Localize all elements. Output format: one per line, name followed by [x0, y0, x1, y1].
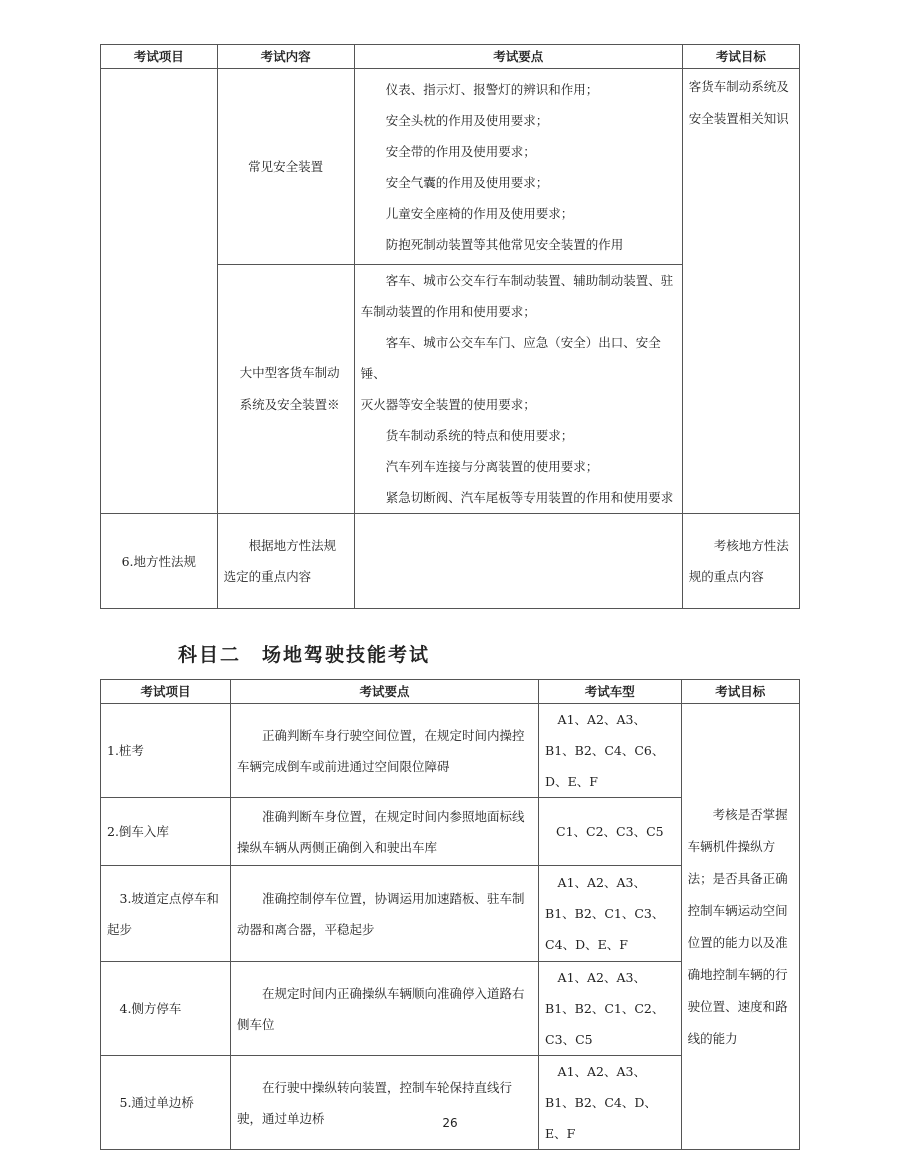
exam-goal-cell: 考核地方性法规的重点内容 [682, 514, 799, 609]
point-line: 货车制动系统的特点和使用要求； [385, 428, 574, 443]
exam-content-cell: 根据地方性法规选定的重点内容 [217, 514, 354, 609]
exam-item-cell: 3.坡道定点停车和起步 [101, 866, 231, 962]
exam-points-cell-empty [354, 514, 682, 609]
header-exam-item: 考试项目 [101, 680, 231, 704]
exam-point-cell: 在行驶中操纵转向装置，控制车轮保持直线行驶，通过单边桥 [231, 1056, 539, 1150]
exam-item-cell: 1.桩考 [101, 704, 231, 798]
header-exam-points: 考试要点 [354, 45, 682, 69]
exam-table-subject1 [100, 44, 800, 609]
point-line: 车制动装置的作用和使用要求； [360, 304, 536, 319]
exam-item-cell: 5.通过单边桥 [101, 1056, 231, 1150]
exam-table-subject2 [100, 679, 800, 1150]
exam-goal-cell: 考核是否掌握车辆机件操纵方法；是否具备正确控制车辆运动空间位置的能力以及准确地控制车辆的行驶位置、速度和路线的能力 [681, 704, 799, 1150]
vehicle-types-cell: C1、C2、C3、C5 [539, 798, 682, 866]
vehicle-types-cell: A1、A2、A3、B1、B2、C4、C6、D、E、F [539, 704, 682, 798]
header-exam-goal: 考试目标 [682, 45, 799, 69]
exam-item-cell-empty [101, 69, 218, 514]
point-line: 紧急切断阀、汽车尾板等专用装置的作用和使用要求 [385, 490, 674, 505]
exam-content-cell: 大中型客货车制动系统及安全装置※ [217, 265, 354, 514]
vehicle-types-cell: A1、A2、A3、B1、B2、C1、C2、C3、C5 [539, 962, 682, 1056]
point-line: 灭火器等安全装置的使用要求； [360, 397, 536, 412]
point-line: 防抱死制动装置等其他常见安全装置的作用 [385, 236, 624, 252]
vehicle-types-cell: A1、A2、A3、B1、B2、C4、D、E、F [539, 1056, 682, 1150]
table-row [101, 69, 800, 265]
exam-point-cell: 在规定时间内正确操纵车辆顺向准确停入道路右侧车位 [231, 962, 539, 1056]
exam-point-cell: 准确判断车身位置，在规定时间内参照地面标线操纵车辆从两侧正确倒入和驶出车库 [231, 798, 539, 866]
header-exam-points: 考试要点 [231, 680, 539, 704]
point-line: 客车、城市公交车行车制动装置、辅助制动装置、驻 [385, 273, 674, 288]
exam-point-cell: 正确判断车身行驶空间位置，在规定时间内操控车辆完成倒车或前进通过空间限位障碍 [231, 704, 539, 798]
header-exam-item: 考试项目 [101, 45, 218, 69]
point-line: 客车、城市公交车车门、应急（安全）出口、安全锤、 [360, 335, 661, 381]
header-exam-goal: 考试目标 [681, 680, 799, 704]
exam-item-cell: 6.地方性法规 [101, 514, 218, 609]
point-line: 儿童安全座椅的作用及使用要求； [385, 205, 574, 221]
table-header-row [101, 45, 800, 69]
exam-point-cell: 准确控制停车位置，协调运用加速踏板、驻车制动器和离合器，平稳起步 [231, 866, 539, 962]
exam-content-cell: 常见安全装置 [217, 69, 354, 265]
exam-item-cell: 4.侧方停车 [101, 962, 231, 1056]
exam-points-cell [354, 69, 682, 265]
point-line: 仪表、指示灯、报警灯的辨识和作用； [385, 81, 599, 97]
exam-goal-cell: 客货车制动系统及安全装置相关知识 [682, 69, 799, 514]
table-row [101, 704, 800, 798]
vehicle-types-cell: A1、A2、A3、B1、B2、C1、C3、C4、D、E、F [539, 866, 682, 962]
point-line: 安全气囊的作用及使用要求； [385, 174, 549, 190]
point-line: 汽车列车连接与分离装置的使用要求； [385, 459, 599, 474]
section-title: 科目二 场地驾驶技能考试 [178, 644, 431, 666]
point-line: 安全头枕的作用及使用要求； [385, 112, 549, 128]
table-header-row [101, 680, 800, 704]
exam-points-cell [354, 265, 682, 514]
header-exam-content: 考试内容 [217, 45, 354, 69]
exam-item-cell: 2.倒车入库 [101, 798, 231, 866]
page-number: 26 [442, 1116, 458, 1130]
point-line: 安全带的作用及使用要求； [385, 143, 536, 159]
header-vehicle-types: 考试车型 [539, 680, 682, 704]
table-row [101, 514, 800, 609]
